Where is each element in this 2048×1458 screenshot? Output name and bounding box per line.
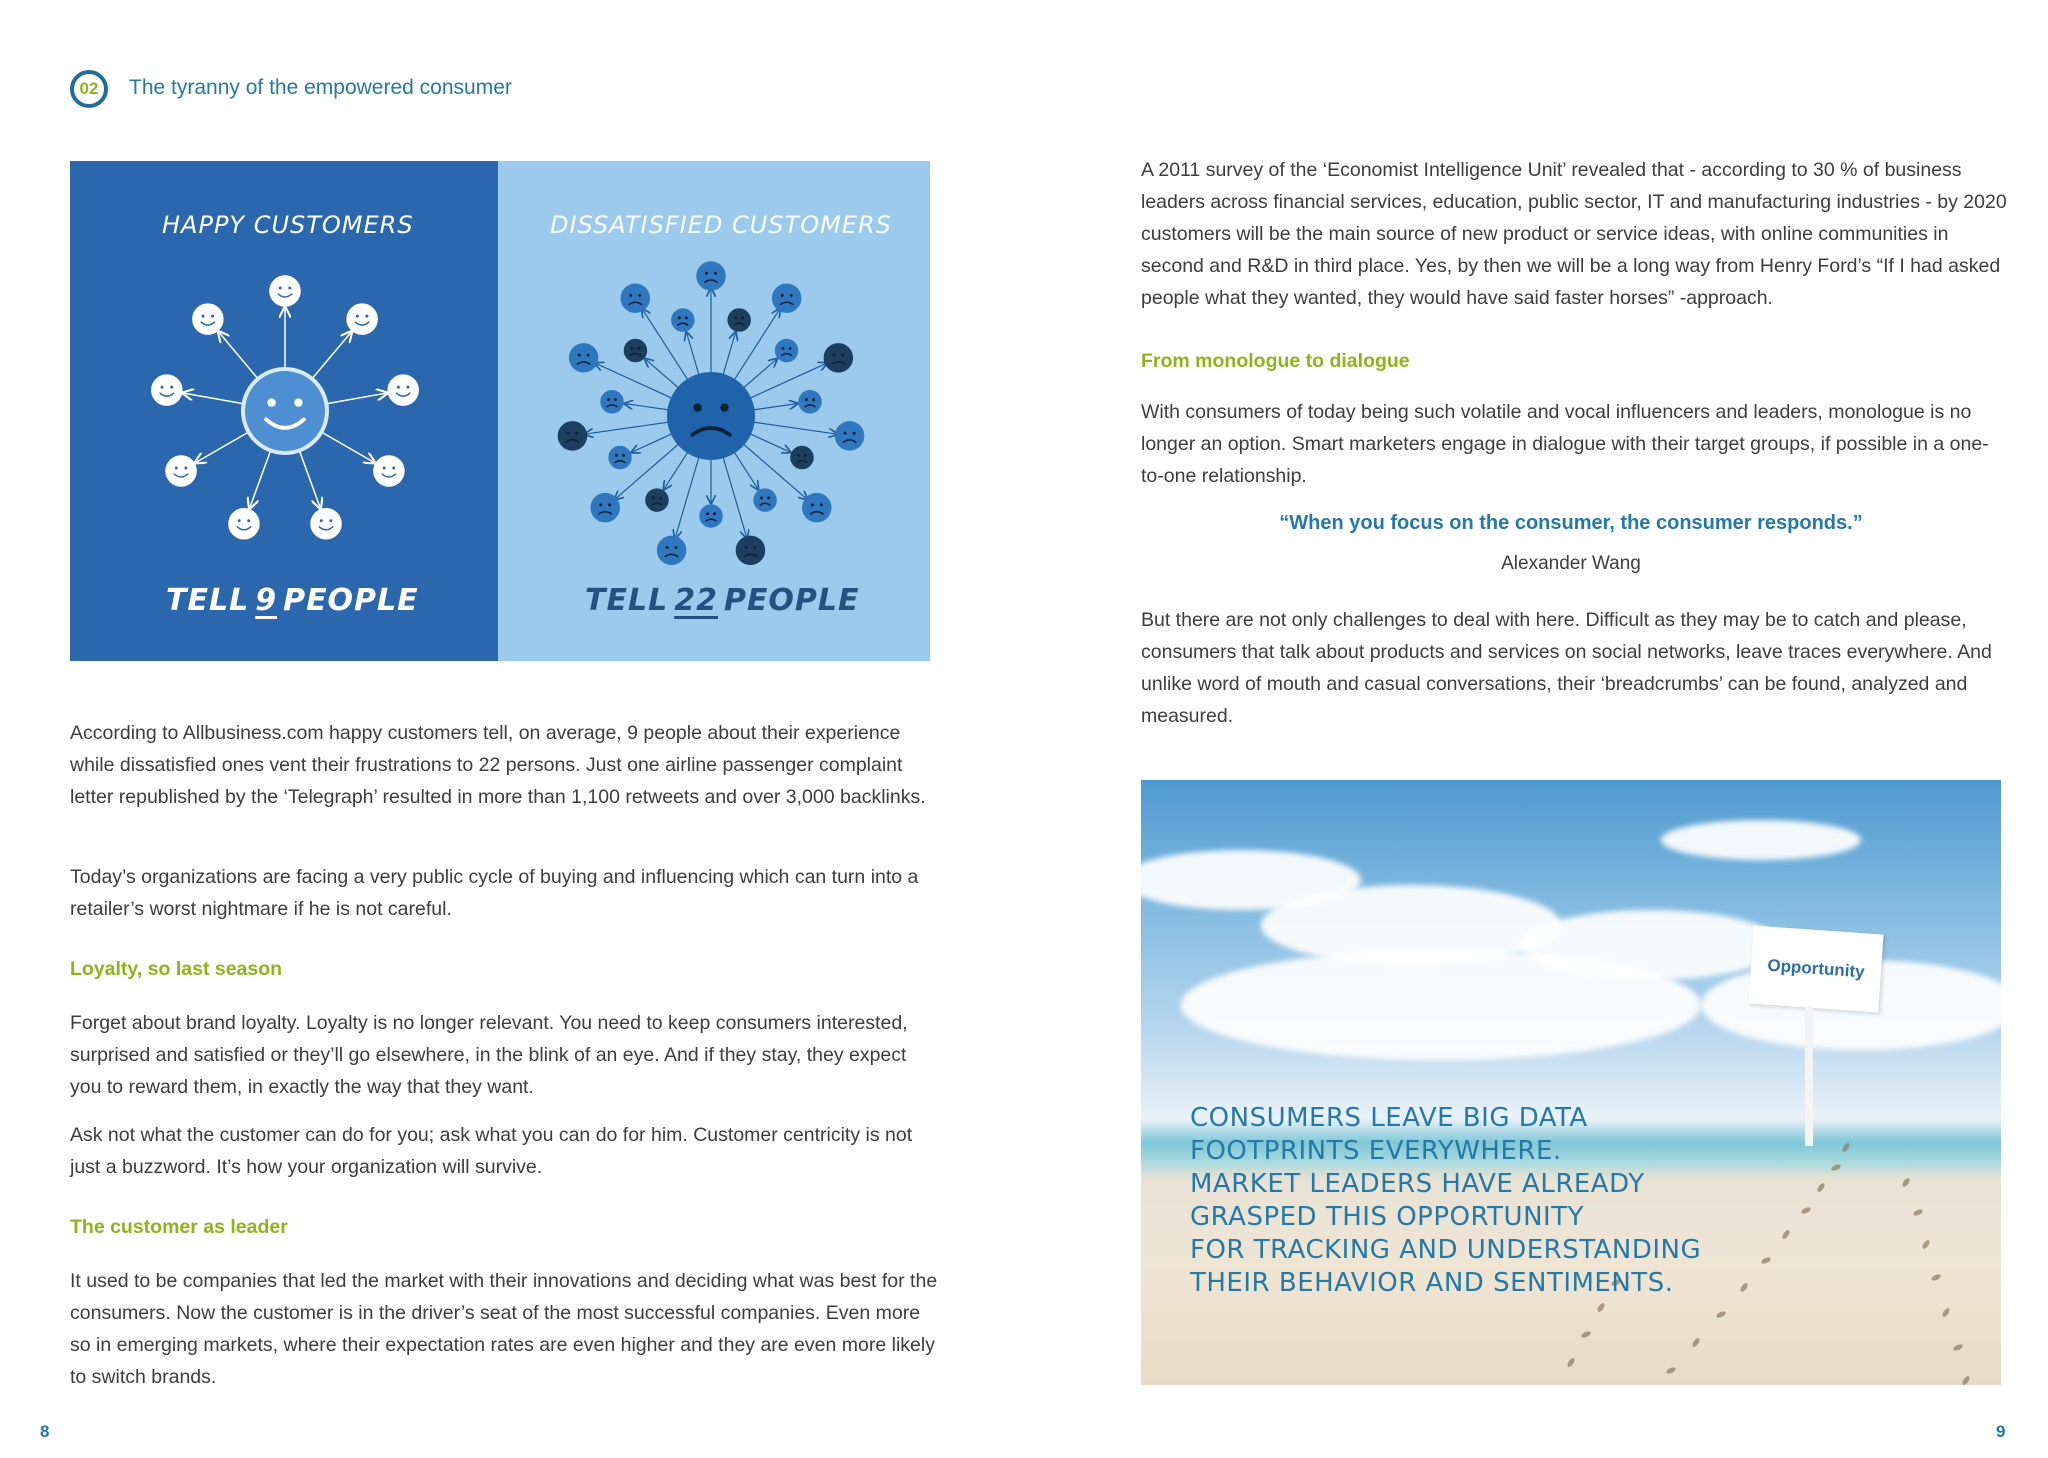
happy-network: [152, 276, 418, 539]
sad-face-icon: [646, 489, 668, 511]
dissatisfied-connector: [633, 433, 673, 451]
dissatisfied-connector: [723, 456, 747, 537]
dissatisfied-connector: [586, 422, 669, 434]
dissatisfied-network: [558, 262, 863, 564]
footprint: [1665, 1366, 1676, 1375]
dissatisfied-connector: [687, 333, 699, 375]
happy-face-icon: [270, 276, 300, 306]
happy-tell-line: [166, 583, 419, 618]
left-page-number: 8: [40, 1422, 50, 1441]
footprint: [1781, 1229, 1791, 1240]
right-paragraph-2: With consumers of today being such volatile and vocal influencers and leaders, monologue is no longer an option. Smart marketers engage in dialogue with their target groups, if possible in a one-to-one relationship.: [1141, 401, 1989, 487]
left-paragraph-4: Ask not what the customer can do for you; ask what you can do for him. Customer centricity is not just a buzzword. It’s how your organization will survive.: [70, 1124, 913, 1178]
left-paragraph-1: According to Allbusiness.com happy customers tell, on average, 9 people about their experience while dissatisfied ones vent their frustrations to 22 persons. Just one airline passenger complaint letter republished by the ‘Telegraph’ resulted in more than 1,100 retweets and over 3,000 backlinks.: [70, 722, 926, 808]
right-page-number: 9: [1996, 1422, 2006, 1441]
dissatisfied-connector: [734, 451, 758, 488]
right-paragraph-1: A 2011 survey of the ‘Economist Intelligence Unit’ revealed that - according to 30 % of business leaders across financial services, education, public sector, IT and manufacturing industries - by 2020 customers will be the main source of new product or service ideas, with online communities in second and R&D in third place. Yes, by then we will be a long way from Henry Ford’s “If I had asked people what they wanted, they would have said faster horses” -approach.: [1141, 159, 2007, 309]
dissatisfied-tell-number: 22: [674, 583, 718, 618]
happy-connector: [250, 450, 271, 506]
sad-face-icon: [728, 309, 750, 331]
happy-face-icon: [152, 375, 182, 405]
sad-face-icon: [754, 489, 776, 511]
footprint: [1760, 1256, 1771, 1265]
footprint: [1580, 1330, 1591, 1339]
dissatisfied-connector: [646, 360, 679, 389]
happy-connector: [326, 393, 385, 403]
happy-connector: [321, 432, 373, 462]
happy-connector: [219, 333, 258, 379]
sad-face-icon: [658, 536, 686, 564]
sad-face-icon: [776, 340, 798, 362]
opportunity-sign: [1748, 926, 1883, 1013]
caption-line: MARKET LEADERS HAVE ALREADY: [1190, 1169, 1645, 1199]
happy-face-icon: [388, 375, 418, 405]
happy-face-icon: [374, 456, 404, 486]
beach-caption: [1190, 1102, 1750, 1300]
sad-face-icon: [558, 422, 586, 450]
happy-face-icon: [347, 304, 377, 334]
footprint: [1912, 1208, 1923, 1217]
cloud: [1661, 820, 1861, 860]
sad-face-icon: [570, 344, 598, 372]
happy-center-face-icon: [243, 369, 327, 453]
dissatisfied-connector: [753, 422, 836, 434]
happy-connector: [299, 450, 320, 506]
footprint: [1941, 1307, 1951, 1318]
dissatisfied-tell-line: [585, 583, 860, 618]
footprint: [1715, 1310, 1726, 1319]
footprint: [1961, 1375, 1971, 1385]
dissatisfied-tell-suffix: PEOPLE: [723, 583, 860, 618]
footprint: [1830, 1163, 1841, 1172]
happy-customers-heading: HAPPY CUSTOMERS: [162, 211, 414, 239]
beach-photo: [1141, 780, 2001, 1385]
dissatisfied-connector: [749, 433, 789, 451]
chapter-number-badge: 02: [70, 70, 108, 108]
sad-face-icon: [824, 344, 852, 372]
happy-face-icon: [311, 509, 341, 539]
dissatisfied-connector: [723, 333, 735, 375]
sad-face-icon: [591, 494, 619, 522]
happy-tell-suffix: PEOPLE: [283, 583, 419, 618]
sad-face-icon: [609, 447, 631, 469]
sign-text: Opportunity: [1766, 955, 1866, 982]
quote-author: Alexander Wang: [1501, 553, 1641, 574]
happy-face-icon: [193, 304, 223, 334]
happy-connector: [197, 432, 249, 462]
left-paragraph-2: Today’s organizations are facing a very public cycle of buying and influencing which can turn into a retailer’s worst nightmare if he is not careful.: [70, 866, 919, 920]
caption-line: FOOTPRINTS EVERYWHERE.: [1190, 1136, 1562, 1166]
footprint: [1691, 1337, 1701, 1348]
heading-loyalty: Loyalty, so last season: [70, 958, 283, 980]
caption-line: THEIR BEHAVIOR AND SENTIMENTS.: [1190, 1268, 1674, 1298]
sad-face-icon: [736, 536, 764, 564]
pull-quote: “When you focus on the consumer, the consumer responds.”: [1279, 512, 1863, 534]
left-paragraph-5: It used to be companies that led the market with their innovations and deciding what was best for the consumers. Now the customer is in the driver’s seat of the most successful companies. Even more so in emerging markets, where their expectation rates are even higher and they are even more likely to switch brands.: [70, 1270, 938, 1388]
footprint: [1901, 1177, 1911, 1188]
sad-face-icon: [773, 284, 801, 312]
caption-line: GRASPED THIS OPPORTUNITY: [1190, 1202, 1584, 1232]
sad-face-icon: [791, 447, 813, 469]
footprint: [1952, 1343, 1963, 1352]
sad-face-icon: [700, 505, 722, 527]
sign-post: [1805, 1006, 1813, 1146]
chapter-title: The tyranny of the empowered consumer: [129, 76, 512, 99]
sad-face-icon: [836, 422, 864, 450]
footprint: [1566, 1357, 1576, 1368]
happy-tell-number: 9: [255, 583, 278, 618]
happy-connector: [185, 393, 244, 403]
happy-face-icon: [166, 456, 196, 486]
sad-face-icon: [803, 494, 831, 522]
caption-line: CONSUMERS LEAVE BIG DATA: [1190, 1103, 1588, 1133]
sad-center-face-icon: [669, 374, 753, 458]
sad-face-icon: [672, 309, 694, 331]
footprint: [1930, 1273, 1941, 1282]
dissatisfied-customers-heading: DISSATISFIED CUSTOMERS: [550, 211, 892, 239]
cloud: [1181, 950, 1701, 1060]
footprint: [1841, 1142, 1851, 1153]
heading-monologue-to-dialogue: From monologue to dialogue: [1141, 350, 1410, 372]
dissatisfied-tell-prefix: TELL: [585, 583, 669, 618]
happy-tell-prefix: TELL: [166, 583, 250, 618]
customer-infographic: [70, 161, 930, 661]
sad-face-icon: [624, 340, 646, 362]
footprint: [1596, 1302, 1606, 1313]
heading-customer-as-leader: The customer as leader: [70, 1216, 288, 1238]
dissatisfied-connector: [626, 404, 670, 410]
right-paragraph-3: But there are not only challenges to deal with here. Difficult as they may be to catch and please, consumers that talk about products and services on social networks, leave traces everywhere. And unlike word of mouth and casual conversations, their ‘breadcrumbs’ can be found, analyzed and measured.: [1141, 609, 1992, 727]
happy-face-icon: [229, 509, 259, 539]
left-paragraph-3: Forget about brand loyalty. Loyalty is no longer relevant. You need to keep consumers interested, surprised and satisfied or they’ll go elsewhere, in the blink of an eye. And if they stay, they expect you to reward them, in exactly the way that they want.: [70, 1012, 908, 1098]
happy-connector: [312, 333, 351, 379]
sad-face-icon: [697, 262, 725, 290]
dissatisfied-connector: [665, 451, 689, 488]
dissatisfied-connector: [753, 404, 797, 410]
dissatisfied-connector: [676, 456, 700, 537]
sad-face-icon: [601, 391, 623, 413]
caption-line: FOR TRACKING AND UNDERSTANDING: [1190, 1235, 1702, 1265]
dissatisfied-connector: [743, 360, 776, 389]
sad-face-icon: [799, 391, 821, 413]
footprint: [1816, 1182, 1826, 1193]
sad-face-icon: [621, 284, 649, 312]
footprint: [1800, 1206, 1811, 1215]
footprint: [1921, 1239, 1931, 1250]
